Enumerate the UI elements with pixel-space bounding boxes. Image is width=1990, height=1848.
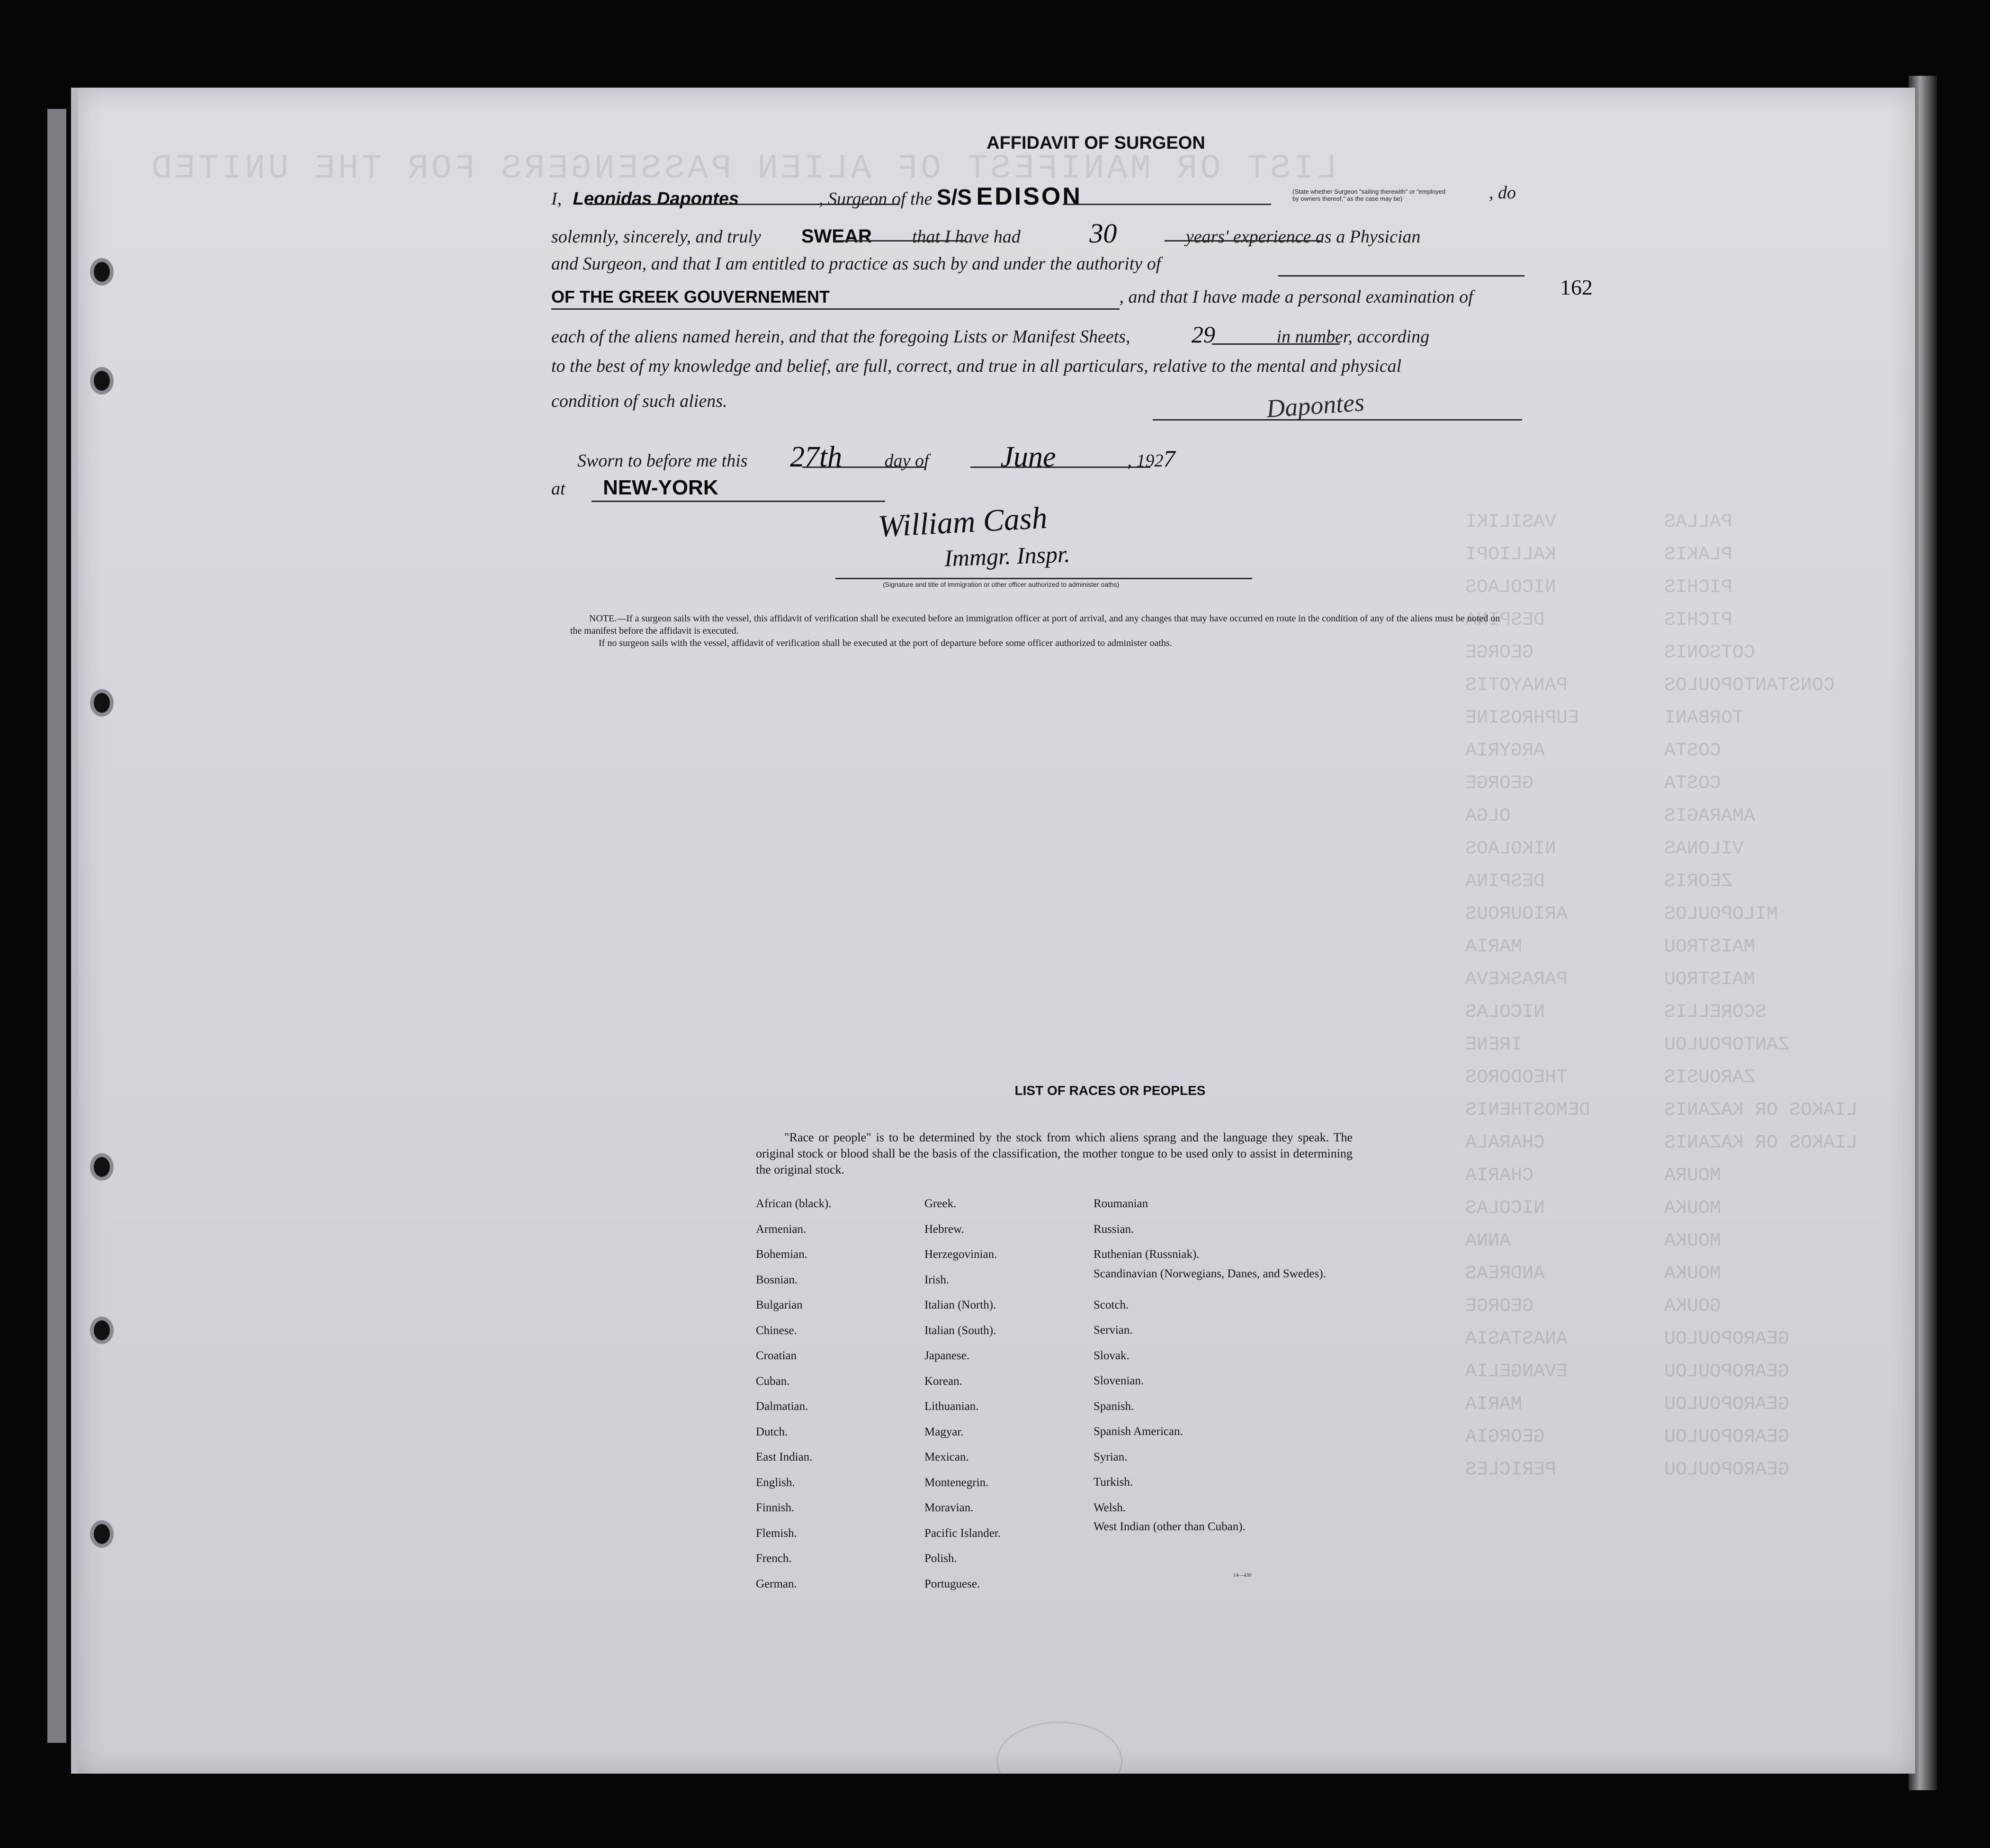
sworn-month: June bbox=[1000, 441, 1056, 473]
bleedthrough-given-name: PERICLES bbox=[1465, 1459, 1557, 1480]
rule-place bbox=[592, 501, 885, 502]
bleedthrough-given-name: GEORGE bbox=[1465, 773, 1534, 794]
race-item: Korean. bbox=[924, 1374, 962, 1388]
bleedthrough-given-name: GEORGE bbox=[1465, 1296, 1534, 1317]
bleedthrough-given-name: OLGA bbox=[1465, 806, 1511, 827]
bleedthrough-given-name: ARGYRIA bbox=[1465, 740, 1545, 762]
bleedthrough-surname: LIAKOS OR KAZANIS bbox=[1664, 1100, 1858, 1121]
bleedthrough-given-name: PARASKEVA bbox=[1465, 969, 1568, 990]
bleedthrough-surname: ZAROUSIS bbox=[1664, 1067, 1756, 1088]
race-item: Scandinavian (Norwegians, Danes, and Swedes). bbox=[1094, 1267, 1326, 1280]
race-item: Mexican. bbox=[924, 1451, 969, 1463]
bleedthrough-heading: LIST OR MANIFEST OF ALIEN PASSENGERS FOR THE UNITED bbox=[149, 149, 1337, 188]
surgeon-name: Leonidas Dapontes bbox=[573, 189, 739, 209]
bleedthrough-given-name: MARIA bbox=[1465, 936, 1523, 958]
bleedthrough-given-name: ARIOUROUS bbox=[1465, 904, 1568, 925]
line5-end: in number, according bbox=[1276, 327, 1430, 347]
races-column-1 bbox=[756, 1191, 832, 1597]
officer-title-handwritten: Immgr. Inspr. bbox=[944, 540, 1071, 572]
bleedthrough-given-name: EVANGELIA bbox=[1465, 1361, 1568, 1382]
binder-hole bbox=[90, 367, 114, 395]
bleedthrough-given-name: CHARIA bbox=[1465, 1165, 1534, 1186]
sheets-value: 29 bbox=[1192, 321, 1216, 348]
race-item: Scotch. bbox=[1094, 1298, 1129, 1311]
rule-surgeon-name bbox=[587, 204, 899, 205]
race-item: Polish. bbox=[924, 1552, 957, 1565]
bleedthrough-surname: GEAROPOULOU bbox=[1664, 1426, 1790, 1448]
race-item: Slovenian. bbox=[1094, 1374, 1144, 1387]
at-line bbox=[551, 476, 718, 500]
bleedthrough-surname: MOURA bbox=[1664, 1165, 1721, 1186]
affidavit-note bbox=[570, 612, 1508, 649]
line1-lead: I, bbox=[551, 189, 562, 209]
binder-hole bbox=[90, 689, 114, 717]
race-item: Turkish. bbox=[1094, 1476, 1133, 1489]
race-item: East Indian. bbox=[756, 1451, 813, 1463]
bleedthrough-given-name: EUPHROSINE bbox=[1465, 708, 1579, 729]
bleedthrough-given-name: DESPINA bbox=[1465, 610, 1545, 631]
bleedthrough-given-name: ANDREAS bbox=[1465, 1263, 1545, 1284]
bleedthrough-given-name: NICOLAS bbox=[1465, 1002, 1545, 1023]
officer-signature: William Cash bbox=[877, 500, 1049, 544]
bleedthrough-surname: SCORELLIS bbox=[1664, 1002, 1767, 1023]
bleedthrough-surname: PICHIS bbox=[1664, 610, 1733, 631]
rule-ship-name bbox=[1063, 204, 1271, 205]
line2-end: years' experience as a Physician bbox=[1185, 227, 1421, 247]
race-item: Dalmatian. bbox=[756, 1400, 808, 1413]
surgeon-signature: Dapontes bbox=[1265, 387, 1365, 423]
race-item: Bosnian. bbox=[756, 1273, 798, 1286]
race-item: Lithuanian. bbox=[924, 1400, 979, 1413]
affidavit-line-4 bbox=[551, 287, 1473, 307]
race-item: Croatian bbox=[756, 1349, 797, 1362]
bleedthrough-given-name: DESPINA bbox=[1465, 871, 1545, 892]
bleedthrough-surname: MOUKA bbox=[1664, 1263, 1721, 1284]
bleedthrough-surname: MOUKA bbox=[1664, 1230, 1721, 1252]
bleedthrough-surname: VILONAS bbox=[1664, 838, 1744, 860]
place-value: NEW-YORK bbox=[603, 476, 718, 499]
page-number: 162 bbox=[1560, 275, 1593, 299]
race-item: German. bbox=[756, 1577, 797, 1590]
race-item: Italian (South). bbox=[924, 1324, 996, 1337]
bleedthrough-given-name: NICOLAOS bbox=[1465, 577, 1557, 598]
binder-hole bbox=[90, 1153, 114, 1181]
bleedthrough-surname: ZEORIS bbox=[1664, 871, 1733, 892]
ship-name: EDISON bbox=[976, 183, 1082, 210]
bleedthrough-given-name: DEMOSTHENIS bbox=[1465, 1100, 1591, 1121]
bleedthrough-surname: MILOPOULOS bbox=[1664, 904, 1778, 925]
race-item: Syrian. bbox=[1094, 1450, 1128, 1463]
binder-hole bbox=[90, 258, 114, 286]
bleedthrough-surname: GEAROPOULOU bbox=[1664, 1459, 1790, 1480]
sworn-lead: Sworn to before me this bbox=[577, 451, 748, 471]
bleedthrough-given-name: GEORGE bbox=[1465, 642, 1534, 664]
at-label: at bbox=[551, 479, 565, 499]
sworn-day: 27th bbox=[789, 441, 843, 473]
bleedthrough-surname: MAISTROU bbox=[1664, 936, 1756, 958]
ship-note: (State whether Surgeon "sailing therewith" or "employed by owners thereof," as the case may be) bbox=[1292, 188, 1446, 202]
bleedthrough-surname: MAISTROU bbox=[1664, 969, 1756, 990]
bleedthrough-surname: COSTA bbox=[1664, 773, 1721, 794]
race-item: West Indian (other than Cuban). bbox=[1094, 1520, 1246, 1533]
race-item: Greek. bbox=[924, 1197, 957, 1210]
line2-mid: that I have had bbox=[912, 227, 1021, 247]
sworn-year-digit: 7 bbox=[1163, 445, 1175, 472]
bleedthrough-given-name: ANNA bbox=[1465, 1230, 1511, 1252]
bleedthrough-surname: GEAROPOULOU bbox=[1664, 1361, 1790, 1382]
rule-years bbox=[1165, 240, 1321, 242]
document-page bbox=[71, 88, 1915, 1774]
race-item: Armenian. bbox=[756, 1222, 807, 1236]
race-item: Slovak. bbox=[1094, 1349, 1129, 1362]
races-intro: "Race or people" is to be determined by the stock from which aliens sprang and the language they speak. The original stock or blood shall be the basis of the classification, the mother tongue to be used only to assist in determining the original stock. bbox=[756, 1130, 1353, 1176]
bleedthrough-given-name: MARIA bbox=[1465, 1394, 1523, 1415]
race-item: Finnish. bbox=[756, 1501, 795, 1514]
bleedthrough-surname: COTSONIS bbox=[1664, 642, 1756, 664]
ship-prefix: S/S bbox=[936, 185, 972, 209]
line5-lead: each of the aliens named herein, and that the foregoing Lists or Manifest Sheets, bbox=[551, 327, 1130, 347]
bleedthrough-surname: CONSTANTOPOULOS bbox=[1664, 675, 1835, 696]
binder-hole bbox=[90, 1317, 114, 1344]
rule-officer-signature bbox=[835, 578, 1252, 579]
race-item: Japanese. bbox=[924, 1349, 970, 1362]
bleedthrough-given-name: VASILIKI bbox=[1465, 511, 1557, 533]
bleedthrough-surname: GEAROPOULOU bbox=[1664, 1394, 1790, 1415]
bleedthrough-given-name: IRENE bbox=[1465, 1034, 1523, 1056]
affidavit-line-7: condition of such aliens. bbox=[551, 391, 727, 411]
bleedthrough-surname: GEAROPOULOU bbox=[1664, 1328, 1790, 1350]
race-item: Roumanian bbox=[1094, 1197, 1148, 1210]
rule-surgeon-signature bbox=[1153, 419, 1522, 421]
race-item: Montenegrin. bbox=[924, 1476, 989, 1489]
races-column-3 bbox=[1094, 1191, 1340, 1545]
bleedthrough-given-name: NICOLAS bbox=[1465, 1198, 1545, 1219]
affidavit-line-6: to the best of my knowledge and belief, are full, correct, and true in all particulars, relative to the mental and physical bbox=[551, 356, 1402, 376]
race-item: Moravian. bbox=[924, 1501, 974, 1514]
bleedthrough-surname: COSTA bbox=[1664, 740, 1721, 762]
rule-sworn-day bbox=[802, 466, 925, 468]
affidavit-line-3: and Surgeon, and that I am entitled to practice as such by and under the authority of bbox=[551, 254, 1161, 274]
sworn-year-prefix: , 192 bbox=[1127, 451, 1164, 471]
race-item: Herzegovinian. bbox=[924, 1248, 997, 1261]
race-item: Russian. bbox=[1094, 1222, 1134, 1236]
race-item: Chinese. bbox=[756, 1324, 797, 1337]
race-item: Pacific Islander. bbox=[924, 1526, 1001, 1540]
race-item: Spanish. bbox=[1094, 1399, 1134, 1413]
bleedthrough-given-name: GEORGIA bbox=[1465, 1426, 1545, 1448]
rule-authority-2 bbox=[551, 308, 1120, 310]
race-item: Welsh. bbox=[1094, 1501, 1126, 1514]
page-edge-left bbox=[47, 109, 66, 1743]
race-item: Dutch. bbox=[756, 1425, 788, 1438]
bleedthrough-surname: ZANTOPOULOU bbox=[1664, 1034, 1790, 1056]
form-code: 14—430 bbox=[1233, 1572, 1252, 1578]
race-item: French. bbox=[756, 1552, 792, 1565]
rule-sworn-month bbox=[970, 466, 1150, 468]
line1-surgeon-of: , Surgeon of the bbox=[819, 189, 932, 209]
sworn-line bbox=[577, 440, 1175, 474]
race-item: English. bbox=[756, 1476, 795, 1489]
race-item: African (black). bbox=[756, 1197, 832, 1210]
note-paragraph-2: If no surgeon sails with the vessel, affidavit of verification shall be executed at the port of departure before some officer authorized to administer oaths. bbox=[599, 638, 1172, 648]
bleedthrough-given-name: THEODOROS bbox=[1465, 1067, 1568, 1088]
bleedthrough-given-name: ANASTASIA bbox=[1465, 1328, 1568, 1350]
bleedthrough-surname: AMARAGIS bbox=[1664, 806, 1756, 827]
affidavit-line-1 bbox=[551, 182, 1223, 211]
race-item: Portuguese. bbox=[924, 1577, 980, 1590]
bleedthrough-surname: PLAKIS bbox=[1664, 544, 1733, 565]
line4-text: , and that I have made a personal examination of bbox=[1119, 287, 1473, 307]
race-item: Servian. bbox=[1094, 1324, 1133, 1337]
bleedthrough-surname: GOUKA bbox=[1664, 1296, 1721, 1317]
races-title: LIST OF RACES OR PEOPLES bbox=[1014, 1083, 1206, 1098]
race-item: Irish. bbox=[924, 1273, 950, 1286]
race-item: Italian (North). bbox=[924, 1299, 996, 1311]
oath-word: SWEAR bbox=[801, 226, 872, 247]
rule-authority-1 bbox=[1278, 275, 1524, 277]
authority-value: OF THE GREEK GOUVERNEMENT bbox=[551, 287, 830, 306]
line2-lead: solemnly, sincerely, and truly bbox=[551, 227, 761, 247]
rule-sheets bbox=[1212, 343, 1340, 345]
race-item: Hebrew. bbox=[924, 1222, 964, 1236]
bleedthrough-given-name: NIKOLAOS bbox=[1465, 838, 1557, 860]
affidavit-title: AFFIDAVIT OF SURGEON bbox=[986, 133, 1205, 153]
race-item: Cuban. bbox=[756, 1374, 790, 1388]
race-item: Ruthenian (Russniak). bbox=[1094, 1248, 1200, 1261]
races-column-2 bbox=[924, 1191, 1001, 1597]
bleedthrough-surname: TORBANI bbox=[1664, 708, 1744, 729]
line1-end: , do bbox=[1489, 183, 1516, 203]
officer-caption: (Signature and title of immigration or other officer authorized to administer oaths) bbox=[883, 581, 1120, 588]
note-paragraph-1: NOTE.—If a surgeon sails with the vessel, this affidavit of verification shall be executed before an immigration officer at port of arrival, and any changes that may have occurred en route in the condition of any of the aliens must be noted on the manifest before the affidavit is executed. bbox=[570, 613, 1500, 636]
binder-hole bbox=[90, 1520, 114, 1548]
race-item: Flemish. bbox=[756, 1526, 797, 1540]
bleedthrough-surname: PICHIS bbox=[1664, 577, 1733, 598]
rule-oath bbox=[833, 240, 966, 242]
race-item: Spanish American. bbox=[1094, 1425, 1183, 1438]
bleedthrough-given-name: CHARALA bbox=[1465, 1132, 1545, 1154]
race-item: Bohemian. bbox=[756, 1248, 808, 1261]
race-item: Bulgarian bbox=[756, 1299, 803, 1311]
bleedthrough-surname: MOUKA bbox=[1664, 1198, 1721, 1219]
sworn-day-of: day of bbox=[884, 451, 929, 471]
race-item: Magyar. bbox=[924, 1425, 964, 1438]
bleedthrough-surname: LIAKOS OR KAZANIS bbox=[1664, 1132, 1858, 1154]
bleedthrough-given-name: KALLIOPI bbox=[1465, 544, 1557, 565]
bleedthrough-surname: PALLAS bbox=[1664, 511, 1733, 533]
years-value: 30 bbox=[1089, 218, 1117, 249]
bleedthrough-given-name: PANAYOTIS bbox=[1465, 675, 1568, 696]
affidavit-line-2 bbox=[551, 217, 1421, 249]
